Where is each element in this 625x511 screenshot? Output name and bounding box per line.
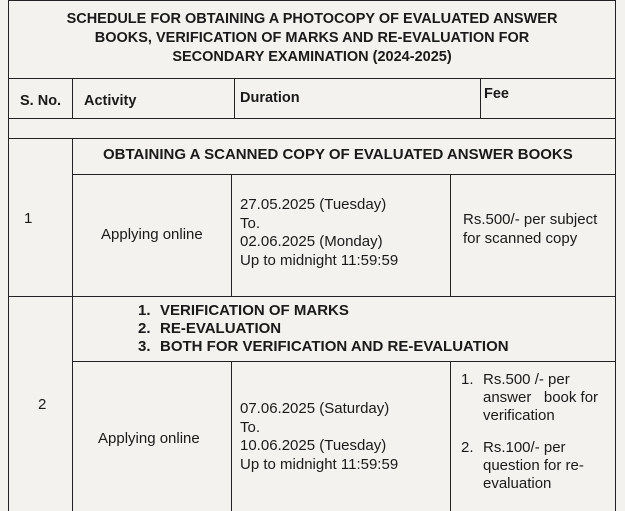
section2-heading-item: 2. RE-EVALUATION (138, 320, 282, 337)
divider-section2-heading (73, 361, 616, 362)
section1-heading: OBTAINING A SCANNED COPY OF EVALUATED ANSWER BOOKS (103, 146, 573, 163)
section2-fee-item: 1. Rs.500 /- per answer book for verification (461, 371, 599, 424)
title-line-2: BOOKS, VERIFICATION OF MARKS AND RE-EVALUATION FOR (94, 30, 530, 46)
section2-fee-list (461, 371, 598, 493)
header-activity: Activity (84, 93, 137, 109)
section1-fee-line2: for scanned copy (463, 229, 578, 247)
divider-section1 (8, 296, 616, 297)
col-divider-sno-header (72, 78, 73, 118)
col-divider-activity-s1 (231, 174, 232, 296)
section2-sno: 2 (38, 396, 47, 413)
col-divider-activity-header (234, 78, 235, 118)
section2-heading-item: 1. VERIFICATION OF MARKS (138, 302, 349, 319)
section2-to: To. (240, 418, 261, 436)
divider-spacer (8, 138, 616, 139)
section2-duration (240, 400, 398, 474)
section1-activity: Applying online (101, 226, 203, 243)
col-divider-duration-s2 (450, 361, 451, 511)
section1-end-date: 02.06.2025 (Monday) (240, 233, 383, 250)
section2-end-date: 10.06.2025 (Tuesday) (240, 437, 387, 454)
header-sno: S. No. (20, 93, 62, 109)
section1-start-date: 27.05.2025 (Tuesday) (240, 196, 387, 213)
divider-title (8, 78, 616, 79)
divider-header (8, 118, 616, 119)
col-divider-duration-s1 (450, 174, 451, 296)
col-divider-activity-s2 (231, 361, 232, 511)
header-fee: Fee (484, 86, 509, 102)
section1-fee (463, 211, 597, 248)
col-divider-sno-s1 (72, 138, 73, 296)
divider-section1-heading (73, 174, 616, 175)
title-line-3: SECONDARY EXAMINATION (2024-2025) (172, 49, 452, 65)
title-line-1: SCHEDULE FOR OBTAINING A PHOTOCOPY OF EVALUATED ANSWER (66, 11, 558, 27)
header-duration: Duration (240, 90, 300, 106)
section2-heading-item: 3. BOTH FOR VERIFICATION AND RE-EVALUATION (138, 338, 509, 355)
col-divider-duration-header (480, 78, 481, 118)
section2-heading-list (138, 302, 509, 356)
section2-start-date: 07.06.2025 (Saturday) (240, 400, 390, 417)
col-divider-sno-s2 (72, 296, 73, 511)
section1-fee-line1: Rs.500/- per subject (463, 211, 598, 228)
section1-sno: 1 (24, 210, 33, 227)
section1-deadline: Up to midnight 11:59:59 (240, 251, 399, 269)
section2-activity: Applying online (98, 430, 200, 447)
section2-deadline: Up to midnight 11:59:59 (240, 455, 399, 473)
section1-duration (240, 196, 398, 270)
section1-to: To. (240, 214, 261, 232)
section2-fee-item: 2. Rs.100/- per question for re- evaluation (461, 439, 584, 492)
document-title (10, 10, 614, 67)
